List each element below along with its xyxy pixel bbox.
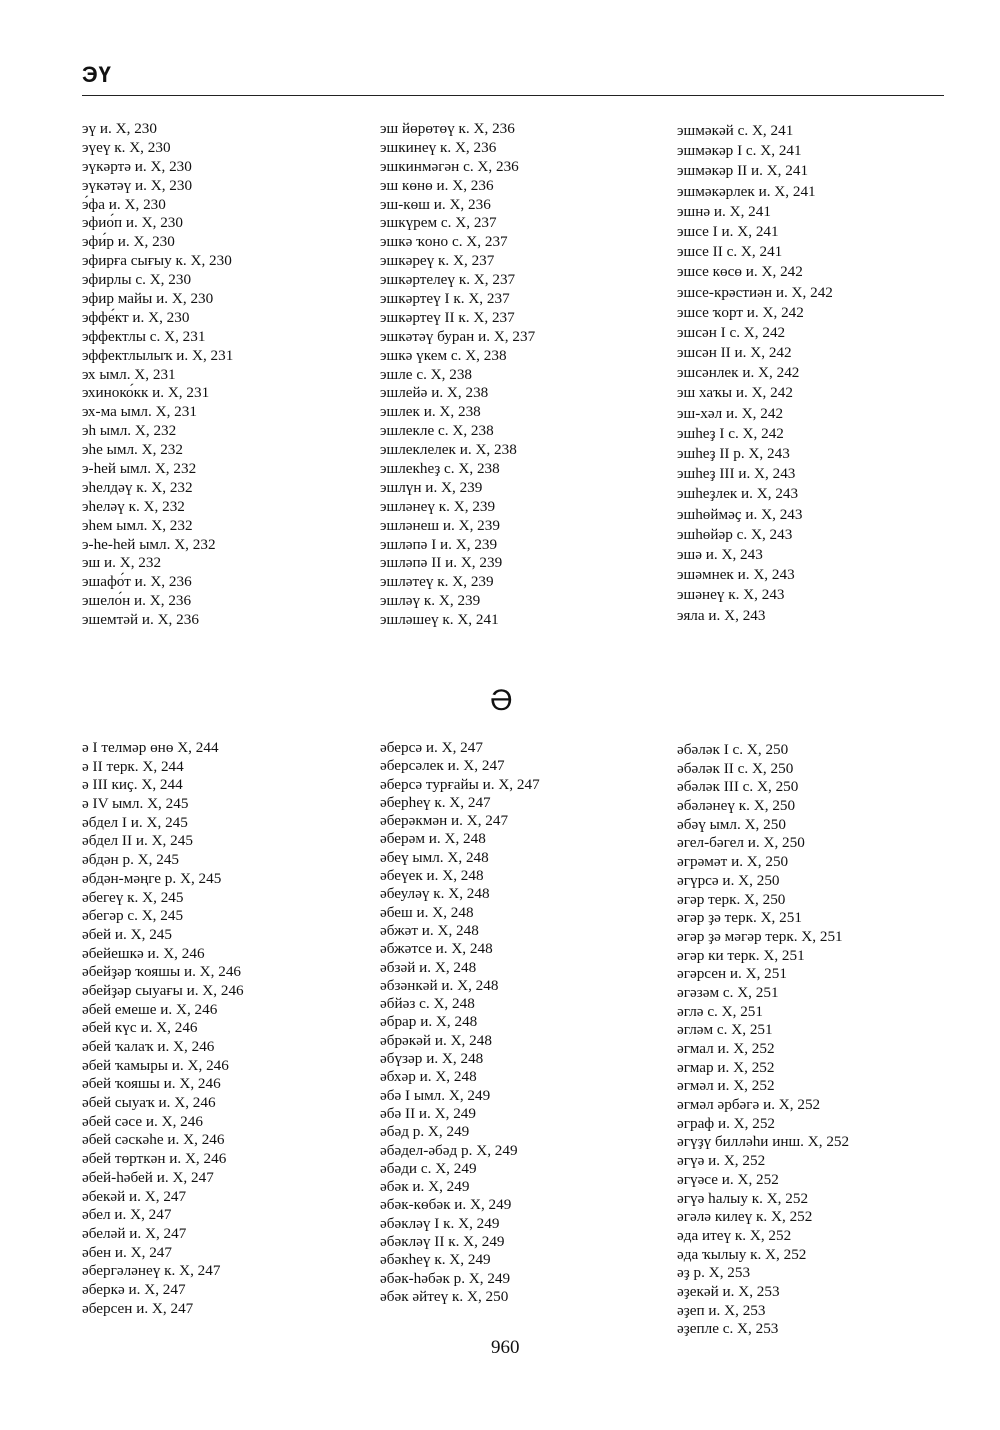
index-entry: әбәләнеү к. X, 250 [677,797,796,815]
index-entry: әбзәй и. X, 248 [380,958,477,976]
index-entry: әбей ҡалаҡ и. X, 246 [82,1038,215,1055]
index-entry: эффектлы с. X, 231 [82,327,206,345]
index-entry: эшкинмәгән с. X, 236 [380,157,519,175]
index-entry: әбә II и. X, 249 [380,1104,476,1122]
index-entry: әбдел II и. X, 245 [82,832,193,850]
index-entry: эффектлылыҡ и. X, 231 [82,346,234,364]
index-entry: әгәрсен и. X, 251 [677,965,787,983]
index-entry: э́фа и. X, 230 [82,195,166,213]
index-entry: эшмәкәр II и. X, 241 [677,162,809,180]
index-entry: эшәмнек и. X, 243 [677,566,795,584]
index-entry: әбеуләү к. X, 248 [380,885,490,903]
index-entry: эһеләү к. X, 232 [82,497,185,515]
page-number: 960 [491,1337,520,1358]
index-entry: эшсәнлек и. X, 242 [677,364,800,382]
index-entry: әгләм с. X, 251 [677,1021,773,1039]
index-entry: әбейҙәр ҡояшы и. X, 246 [82,963,242,981]
index-entry: эшмәкәр I с. X, 241 [677,142,802,160]
index-entry: әбрәкәй и. X, 248 [380,1031,492,1049]
index-entry: әбдән р. X, 245 [82,851,180,869]
index-entry: эшләнеш и. X, 239 [380,516,500,534]
index-entry: ә III киҫ. X, 244 [82,776,183,794]
index-entry: эшлекһеҙ с. X, 238 [380,460,500,478]
index-entry: эшһеҙ I с. X, 242 [677,424,784,442]
index-entry: әбә I ымл. X, 249 [380,1086,491,1104]
index-entry: әбеш и. X, 248 [380,903,474,921]
index-entry: эшмәкәй с. X, 241 [677,122,794,139]
index-entry: әбей ҡамыры и. X, 246 [82,1056,229,1074]
index-entry: әбегеү к. X, 245 [82,888,184,906]
index-entry: әҙекәй и. X, 253 [677,1282,780,1300]
index-entry: әгәр терк. X, 250 [677,890,786,908]
index-entry: әгәр ки терк. X, 251 [677,946,805,964]
index-entry: эшһеҙ III и. X, 243 [677,465,796,483]
index-entry: ә IV ымл. X, 245 [82,795,189,813]
index-entry: әбей емеше и. X, 246 [82,1000,218,1018]
index-entry: әбдән-мәңге р. X, 245 [82,869,222,887]
index-entry: әгмәл и. X, 252 [677,1077,775,1095]
index-entry: әбейешкә и. X, 246 [82,944,205,962]
index-entry: эшсе көсө и. X, 242 [677,263,803,281]
index-entry: эш-хәл и. X, 242 [677,404,784,422]
index-entry: әбжәт и. X, 248 [380,921,479,939]
index-entry: эшсе ҡорт и. X, 242 [677,303,804,321]
index-entry: эш-көш и. X, 236 [380,195,491,213]
index-entry: эү и. X, 230 [82,120,157,137]
index-entry: эфир майы и. X, 230 [82,290,214,308]
section2-column3 [677,741,849,1339]
index-entry: әбей ҡояшы и. X, 246 [82,1075,221,1093]
index-entry: әбрар и. X, 248 [380,1013,478,1031]
index-entry: әбзәнкәй и. X, 248 [380,976,499,994]
index-entry: әгүә и. X, 252 [677,1152,766,1170]
index-entry: әбәди с. X, 249 [380,1159,477,1177]
index-entry: эшкәртелеү к. X, 237 [380,271,516,289]
index-entry: әбен и. X, 247 [82,1243,172,1261]
index-entry: әбәү ымл. X, 250 [677,815,786,833]
index-entry: әбейҙәр сыуағы и. X, 246 [82,981,244,999]
index-entry: эшәнеү к. X, 243 [677,586,785,604]
index-entry: әбүзәр и. X, 248 [380,1050,484,1068]
index-entry: әберсен и. X, 247 [82,1299,194,1317]
index-entry: әбәләк I с. X, 250 [677,741,789,758]
index-entry: эүкәтәү и. X, 230 [82,176,193,194]
index-entry: әграф и. X, 252 [677,1114,776,1132]
index-entry: әбдел I и. X, 245 [82,813,188,831]
index-entry: эшкәтәү буран и. X, 237 [380,327,536,345]
index-entry: эшемтәй и. X, 236 [82,611,199,629]
index-entry: әбей күс и. X, 246 [82,1019,198,1037]
index-entry: әберсә и. X, 247 [380,739,483,756]
index-entry: әбәк и. X, 249 [380,1178,470,1196]
index-entry: әбәкләү II к. X, 249 [380,1233,505,1251]
index-entry: әбәк әйтеү к. X, 250 [380,1287,509,1305]
index-entry: эш йөрөтөү к. X, 236 [380,120,515,137]
index-entry: әбәд р. X, 249 [380,1123,470,1141]
index-entry: эшлеклелек и. X, 238 [380,441,517,459]
index-entry: э-һей ымл. X, 232 [82,460,197,478]
index-entry: эшсе II с. X, 241 [677,243,783,261]
index-entry: эшкинеү к. X, 236 [380,138,497,156]
index-entry: эшһөйәр с. X, 243 [677,525,793,543]
index-entry: әгмәл әрбәгә и. X, 252 [677,1096,821,1114]
index-entry: әбхәр и. X, 248 [380,1068,477,1086]
index-entry: әҙеп и. X, 253 [677,1301,766,1319]
index-entry: эшлүн и. X, 239 [380,478,483,496]
index-entry: эшләү к. X, 239 [380,592,481,610]
index-entry: эх-ма ымл. X, 231 [82,403,197,421]
index-entry: эхиноко́кк и. X, 231 [82,384,210,402]
index-entry: эшело́н и. X, 236 [82,592,192,610]
index-entry: эш и. X, 232 [82,554,162,572]
index-entry: эшләтеү к. X, 239 [380,573,494,591]
index-entry: әберсәлек и. X, 247 [380,757,505,775]
index-entry: эүкәртә и. X, 230 [82,157,192,175]
index-entry: эһе ымл. X, 232 [82,441,183,459]
index-entry: әбей сыуаҡ и. X, 246 [82,1094,216,1112]
index-entry: эүеү к. X, 230 [82,138,171,156]
index-entry: әгел-бәгел и. X, 250 [677,834,805,852]
index-entry: әбей-һәбей и. X, 247 [82,1168,214,1186]
index-entry: әбжәтсе и. X, 248 [380,940,493,958]
index-entry: әбәкләү I к. X, 249 [380,1214,500,1232]
index-entry: әбәк-көбәк и. X, 249 [380,1196,512,1214]
index-entry: эшлек и. X, 238 [380,403,481,421]
section-letter-heading: Ә [490,684,513,717]
index-entry: эшмәкәрлек и. X, 241 [677,182,816,200]
index-entry: әбегәр с. X, 245 [82,907,184,925]
index-entry: эшһеҙлек и. X, 243 [677,485,799,503]
index-entry: әгүә һалыу к. X, 252 [677,1189,809,1207]
section2-column1 [82,739,244,1318]
index-entry: эшлекле с. X, 238 [380,422,494,440]
index-entry: әгәзәм с. X, 251 [677,983,779,1001]
index-entry: әбел и. X, 247 [82,1206,172,1224]
section1-column2 [380,120,535,630]
index-entry: әбей сәскәһе и. X, 246 [82,1131,225,1149]
index-entry: эшсе I и. X, 241 [677,222,779,240]
index-entry: әбәдел-әбәд р. X, 249 [380,1141,518,1159]
index-entry: әбей төрткән и. X, 246 [82,1150,227,1168]
index-entry: әгәр ҙә мәгәр терк. X, 251 [677,927,843,945]
index-entry: әберәкмән и. X, 247 [380,812,509,830]
index-entry: эшнә и. X, 241 [677,202,771,220]
index-entry: эшафо́т и. X, 236 [82,573,192,591]
section1-column1 [82,120,233,630]
section2-column2 [380,739,540,1306]
index-entry: әберһеү к. X, 247 [380,793,491,811]
index-entry: эшкәртеү I к. X, 237 [380,290,510,308]
index-entry: әбәләк III с. X, 250 [677,778,799,796]
index-entry: э-һе-һей ымл. X, 232 [82,535,216,553]
index-entry: эшләпә I и. X, 239 [380,535,498,553]
index-entry: эшләпә II и. X, 239 [380,554,503,572]
index-entry: эш хаҡы и. X, 242 [677,384,793,402]
index-entry: эшләшеү к. X, 241 [380,611,499,629]
index-entry: эфирлы с. X, 230 [82,271,192,289]
index-entry: әда ҡылыу к. X, 252 [677,1245,807,1263]
index-entry: әбей и. X, 245 [82,925,172,943]
index-entry: әглә с. X, 251 [677,1002,763,1020]
index-entry: әгүҙү билләһи инш. X, 252 [677,1133,850,1151]
index-entry: эшкүрем с. X, 237 [380,214,497,232]
index-entry: эшкә үкем с. X, 238 [380,346,507,364]
index-entry: эшсе-крәстиән и. X, 242 [677,283,833,301]
index-entry: әбекәй и. X, 247 [82,1187,187,1205]
index-entry: эһем ымл. X, 232 [82,516,193,534]
index-entry: эффе́кт и. X, 230 [82,308,190,326]
index-entry: әгәлә килеү к. X, 252 [677,1208,813,1226]
index-entry: әбеү ымл. X, 248 [380,848,489,866]
index-entry: әбеләй и. X, 247 [82,1224,187,1242]
index-entry: эфи́р и. X, 230 [82,233,175,251]
index-entry: эшкә ҡоно с. X, 237 [380,233,508,251]
index-entry: эшсән I с. X, 242 [677,323,786,341]
index-entry: әбей сәсе и. X, 246 [82,1112,203,1130]
index-entry: эх ымл. X, 231 [82,365,176,383]
index-entry: эшкәртеү II к. X, 237 [380,308,515,326]
index-entry: әбәләк II с. X, 250 [677,759,794,777]
index-entry: эш көнө и. X, 236 [380,176,494,194]
index-entry: әгүрсә и. X, 250 [677,871,780,889]
header-rule [82,95,944,96]
index-entry: әбәк-һәбәк р. X, 249 [380,1269,511,1287]
index-entry: эшкәреү к. X, 237 [380,252,495,270]
index-entry: ә II терк. X, 244 [82,757,184,775]
index-entry: эфирға сығыу к. X, 230 [82,252,232,270]
index-entry: эшле с. X, 238 [380,365,473,383]
index-entry: әгмал и. X, 252 [677,1040,775,1057]
section1-column3 [677,121,833,626]
index-entry: әбергәләнеү к. X, 247 [82,1262,221,1280]
running-header: ЭҮ [82,62,112,87]
index-entry: әбйәз с. X, 248 [380,995,475,1013]
index-entry: эшә и. X, 243 [677,545,763,563]
index-entry: әберәм и. X, 248 [380,830,486,848]
index-entry: эшләнеү к. X, 239 [380,497,496,515]
index-entry: эшһеҙ II р. X, 243 [677,445,790,462]
index-entry: ә I телмәр өнө X, 244 [82,739,219,756]
index-entry: эһелдәү к. X, 232 [82,478,193,496]
index-entry: эһ ымл. X, 232 [82,422,177,440]
index-entry: эшсән II и. X, 242 [677,344,792,362]
index-entry: әбәкһеү к. X, 249 [380,1251,491,1269]
index-entry: әҙепле с. X, 253 [677,1320,779,1338]
index-entry: эфио́п и. X, 230 [82,214,183,232]
index-entry: әберкә и. X, 247 [82,1280,186,1298]
index-entry: эшһөймәҫ и. X, 243 [677,505,803,523]
index-entry: әбеүек и. X, 248 [380,867,484,885]
index-entry: әберсә турғайы и. X, 247 [380,775,540,793]
index-entry: әда итеү к. X, 252 [677,1226,792,1244]
index-entry: эшлейә и. X, 238 [380,384,489,402]
index-entry: әгрәмәт и. X, 250 [677,853,789,871]
index-entry: эяла и. X, 243 [677,606,766,624]
index-entry: әгүәсе и. X, 252 [677,1170,779,1188]
index-entry: әгмар и. X, 252 [677,1058,775,1076]
index-entry: әгәр ҙә терк. X, 251 [677,909,802,927]
index-entry: әҙ р. X, 253 [677,1264,751,1282]
